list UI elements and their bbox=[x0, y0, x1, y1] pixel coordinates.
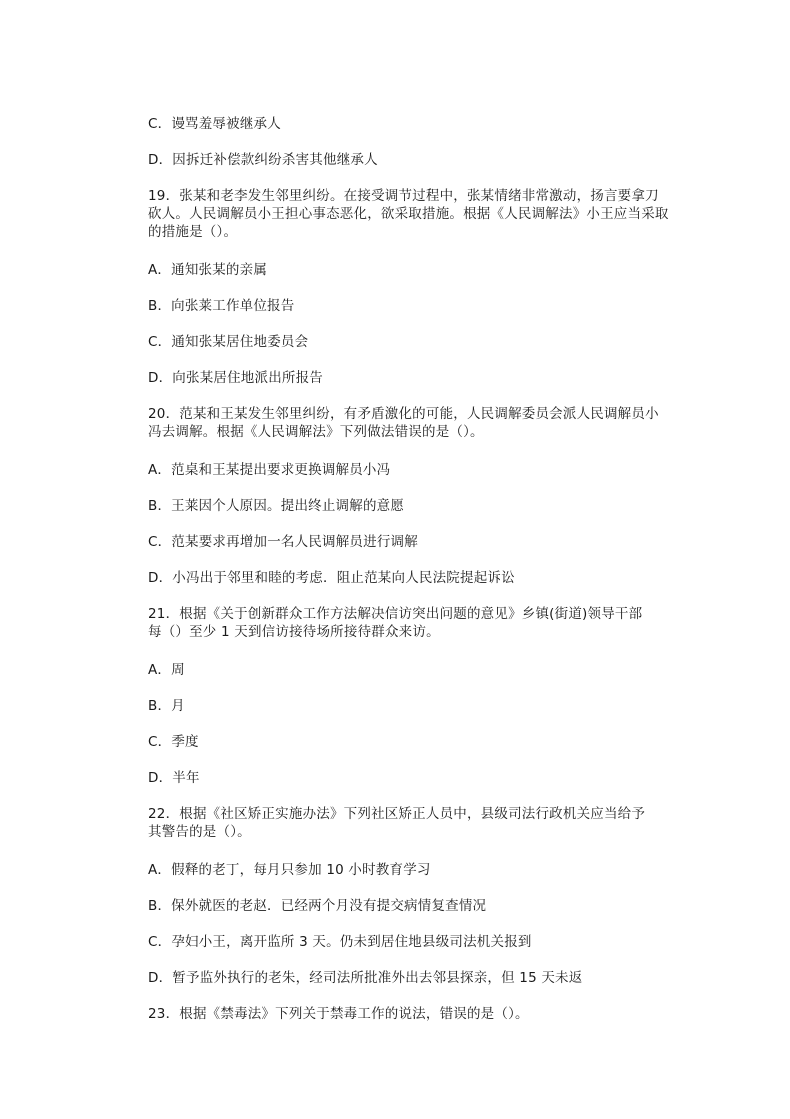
question-19-line-2: 砍人。人民调解员小王担心事态恶化，欲采取措施。根据《人民调解法》小王应当采取 bbox=[148, 206, 669, 222]
question-19-line-1: 19．张某和老李发生邻里纠纷。在接受调节过程中，张某情绪非常激动，扬言要拿刀 bbox=[148, 188, 659, 204]
question-22-line-2: 其警告的是（）。 bbox=[148, 824, 251, 840]
option-c-line: C．谩骂羞辱被继承人 bbox=[148, 116, 281, 132]
option-d-line: D．半年 bbox=[148, 770, 200, 786]
option-a-line: A．假释的老丁，每月只参加 10 小时教育学习 bbox=[148, 862, 431, 878]
option-c-line: C．季度 bbox=[148, 734, 199, 750]
option-d-line: D．向张某居住地派出所报告 bbox=[148, 370, 323, 386]
question-20-line-2: 冯去调解。根据《人民调解法》下列做法错误的是（）。 bbox=[148, 424, 484, 440]
option-d-line: D．小冯出于邻里和睦的考虑．阻止范某向人民法院提起诉讼 bbox=[148, 570, 515, 586]
question-23-line-1: 23．根据《禁毒法》下列关于禁毒工作的说法，错误的是（）。 bbox=[148, 1006, 529, 1022]
option-a-line: A．范桌和王某提出要求更换调解员小冯 bbox=[148, 462, 391, 478]
option-a-line: A．通知张某的亲属 bbox=[148, 262, 268, 278]
option-b-line: B．王莱因个人原因。提出终止调解的意愿 bbox=[148, 498, 405, 514]
option-b-line: B．保外就医的老赵．已经两个月没有提交病情复查情况 bbox=[148, 898, 487, 914]
option-c-line: C．孕妇小王，离开监所 3 天。仍未到居住地县级司法机关报到 bbox=[148, 934, 532, 950]
option-c-line: C．通知张某居住地委员会 bbox=[148, 334, 309, 350]
option-c-line: C．范某要求再增加一名人民调解员进行调解 bbox=[148, 534, 418, 550]
option-b-line: B．向张莱工作单位报告 bbox=[148, 298, 295, 314]
question-22-line-1: 22．根据《社区矫正实施办法》下列社区矫正人员中，县级司法行政机关应当给予 bbox=[148, 806, 646, 822]
question-19-line-3: 的措施是（）。 bbox=[148, 224, 238, 240]
question-21-line-2: 每（）至少 1 天到信访接待场所接待群众来访。 bbox=[148, 624, 440, 640]
option-b-line: B．月 bbox=[148, 698, 185, 714]
option-a-line: A．周 bbox=[148, 662, 185, 678]
option-d-line: D．因拆迁补偿款纠纷杀害其他继承人 bbox=[148, 152, 378, 168]
question-21-line-1: 21．根据《关于创新群众工作方法解决信访突出问题的意见》乡镇(街道)领导干部 bbox=[148, 606, 643, 622]
option-d-line: D．暂予监外执行的老朱，经司法所批准外出去邻县探亲，但 15 天未返 bbox=[148, 970, 583, 986]
question-20-line-1: 20．范某和王某发生邻里纠纷，有矛盾激化的可能，人民调解委员会派人民调解员小 bbox=[148, 406, 659, 422]
